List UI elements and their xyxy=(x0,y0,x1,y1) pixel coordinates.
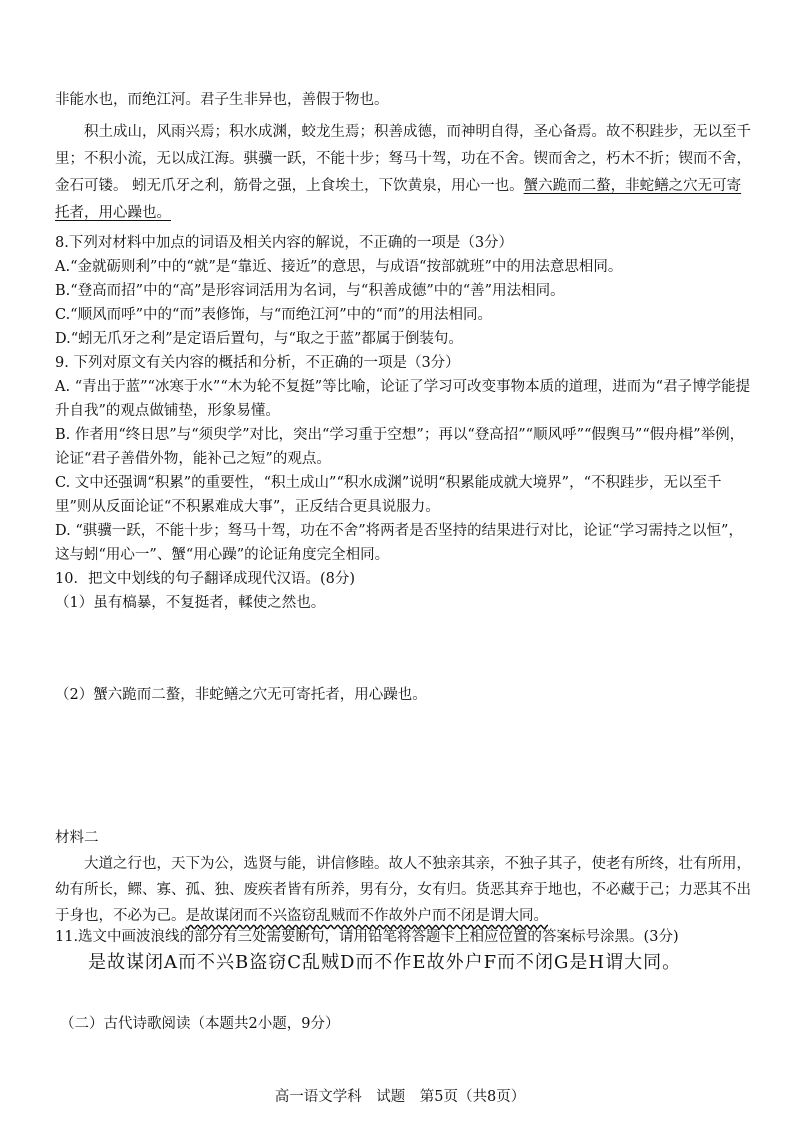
question-11 xyxy=(55,925,755,949)
q8-stem: 8.下列对材料中加点的词语及相关内容的解说，不正确的一项是（3分） xyxy=(55,235,514,251)
passage1-para2 xyxy=(55,119,755,227)
q10-stem: 10．把文中划线的句子翻译成现代汉语。(8分) xyxy=(55,571,355,587)
passage2-heading: 材料二 xyxy=(55,830,99,846)
q10-item-1: （1）虽有槁暴，不复挺者，輮使之然也。 xyxy=(55,595,326,611)
q9-stem: 9. 下列对原文有关内容的概括和分析，不正确的一项是（3分） xyxy=(55,355,460,371)
q11-options: 是故谋闭A而不兴B盗窃C乱贼D而不作E故外户F而不闭G是H谓大同。 xyxy=(88,952,682,973)
q8-option-b: B.“登高而招”中的“高”是形容词活用为名词，与“积善成德”中的“善”用法相同。 xyxy=(55,283,565,299)
wavy-underlined-text: 是故谋闭而不兴盗窃乱贼而不作故外户而不闭是谓大同。 xyxy=(185,908,548,924)
q9-option-a: A. “青出于蓝”“冰寒于水”“木为轮不复挺”等比喻，论证了学习可改变事物本质的道理，进而为“君子博学能提升自我”的观点做铺垫，形象易懂。 xyxy=(55,379,751,419)
q8-option-c: C.“顺风而呼”中的“而”表修饰，与“而绝江河”中的“而”的用法相同。 xyxy=(55,307,492,323)
passage2-text: 大道之行也，天下为公，选贤与能，讲信修睦。故人不独亲其亲，不独子其子，使老有所终，壮有所用，幼有所长，鳏、寡、孤、独、废疾者皆有所养，男有分，女有归。货恶其弃于地也，不必藏于己；力恶其不出于身也，不必为己。 xyxy=(55,856,751,924)
passage1-line1: 非能水也，而绝江河。君子生非异也，善假于物也。 xyxy=(55,92,389,108)
passage1-text: 积土成山，风雨兴焉；积水成渊，蛟龙生焉；积善成德，而神明自得，圣心备焉。故不积跬步，无以至千里；不积小流，无以成江海。骐骥一跃，不能十步；驽马十驾，功在不舍。锲而舍之，朽木不折；锲而不舍，金石可镂。 蚓无爪牙之利，筋骨之强，上食埃土，下饮黄泉，用心一也。 xyxy=(55,124,751,194)
underlined-sentence: 蟹六跪而二螯，非蛇鳝之穴无可寄托者，用心躁也。 xyxy=(55,178,742,221)
question-8 xyxy=(55,231,755,351)
page-footer: 高一语文学科 试题 第5页（共8页） xyxy=(274,1089,526,1105)
q11-stem: 11.选文中画波浪线的部分有三处需要断句，请用铅笔将答题卡上相应位置的答案标号涂黑。(3分) xyxy=(55,929,679,945)
q8-option-a: A.“金就砺则利”中的“就”是“靠近、接近”的意思，与成语“按部就班”中的用法意思相同。 xyxy=(55,259,623,275)
q9-option-d: D. “骐骥一跃，不能十步；驽马十驾，功在不舍”将两者是否坚持的结果进行对比，论证“学习需持之以恒”，这与蚓“用心一”、蟹“用心躁”的论证角度完全相同。 xyxy=(55,523,743,563)
passage2-para xyxy=(55,851,755,929)
q10-item-2: （2）蟹六跪而二螯，非蛇鳝之穴无可寄托者，用心躁也。 xyxy=(55,687,427,703)
q8-option-d: D.“蚓无爪牙之利”是定语后置句，与“取之于蓝”都属于倒装句。 xyxy=(55,331,463,347)
q9-option-b: B. 作者用“终日思”与“须臾学”对比，突出“学习重于空想”；再以“登高招”“顺风呼”“假舆马”“假舟楫”举例，论证“君子善借外物，能补己之短”的观点。 xyxy=(55,427,745,467)
passage2-heading-block xyxy=(55,826,755,850)
question-9 xyxy=(55,351,755,567)
q9-option-c: C. 文中还强调“积累”的重要性，“积土成山”“积水成渊”说明“积累能成就大境界”，“不积跬步，无以至千里”则从反面论证“不积累难成大事”，正反结合更具说服力。 xyxy=(55,475,722,515)
q10-item-2-block xyxy=(55,683,755,707)
question-10 xyxy=(55,567,755,615)
section-heading: （二）古代诗歌阅读（本题共2小题，9分） xyxy=(60,1016,340,1032)
